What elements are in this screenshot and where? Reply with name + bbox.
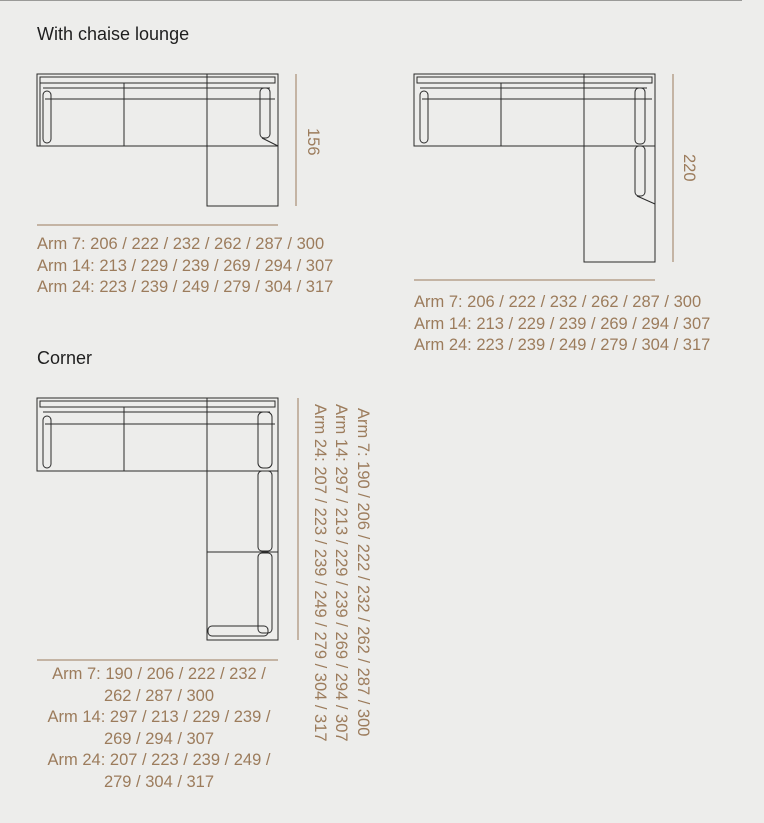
chaise-220-widths bbox=[414, 292, 710, 357]
corner-widths bbox=[34, 664, 284, 793]
chaise-156-height-label: 156 bbox=[304, 128, 322, 156]
width-line: Arm 14: 213 / 229 / 239 / 269 / 294 / 307 bbox=[37, 256, 334, 275]
width-line: Arm 14: 213 / 229 / 239 / 269 / 294 / 307 bbox=[414, 314, 711, 333]
corner-depth-arm7: Arm 7: 190 / 206 / 222 / 232 / 262 / 287 / 300 bbox=[354, 408, 372, 737]
chaise-156-widths bbox=[37, 234, 333, 299]
width-line: 262 / 287 / 300 bbox=[103, 686, 215, 705]
width-line: Arm 24: 223 / 239 / 249 / 279 / 304 / 317 bbox=[37, 278, 334, 296]
chaise-section-title: With chaise lounge bbox=[37, 24, 190, 44]
width-line: Arm 14: 297 / 213 / 229 / 239 / bbox=[47, 708, 271, 726]
sofa-chaise-156-drawing bbox=[37, 74, 278, 206]
sofa-corner-drawing bbox=[37, 398, 278, 640]
corner-depth-arm24: Arm 24: 207 / 223 / 239 / 249 / 279 / 304 / 317 bbox=[311, 404, 329, 742]
sofa-chaise-220-drawing bbox=[414, 74, 655, 262]
width-line: Arm 24: 223 / 239 / 249 / 279 / 304 / 317 bbox=[414, 336, 711, 354]
width-line: 279 / 304 / 317 bbox=[103, 772, 215, 791]
width-line: Arm 7: 206 / 222 / 232 / 262 / 287 / 300 bbox=[414, 293, 702, 311]
corner-section-title: Corner bbox=[37, 348, 93, 368]
width-line: Arm 7: 190 / 206 / 222 / 232 / bbox=[52, 665, 266, 683]
width-line: Arm 24: 207 / 223 / 239 / 249 / bbox=[47, 751, 271, 769]
chaise-220-height-label: 220 bbox=[680, 154, 698, 182]
width-line: 269 / 294 / 307 bbox=[103, 729, 215, 748]
corner-depth-arm14: Arm 14: 297 / 213 / 229 / 239 / 269 / 294 / 307 bbox=[332, 404, 350, 742]
width-line: Arm 7: 206 / 222 / 232 / 262 / 287 / 300 bbox=[37, 235, 325, 253]
